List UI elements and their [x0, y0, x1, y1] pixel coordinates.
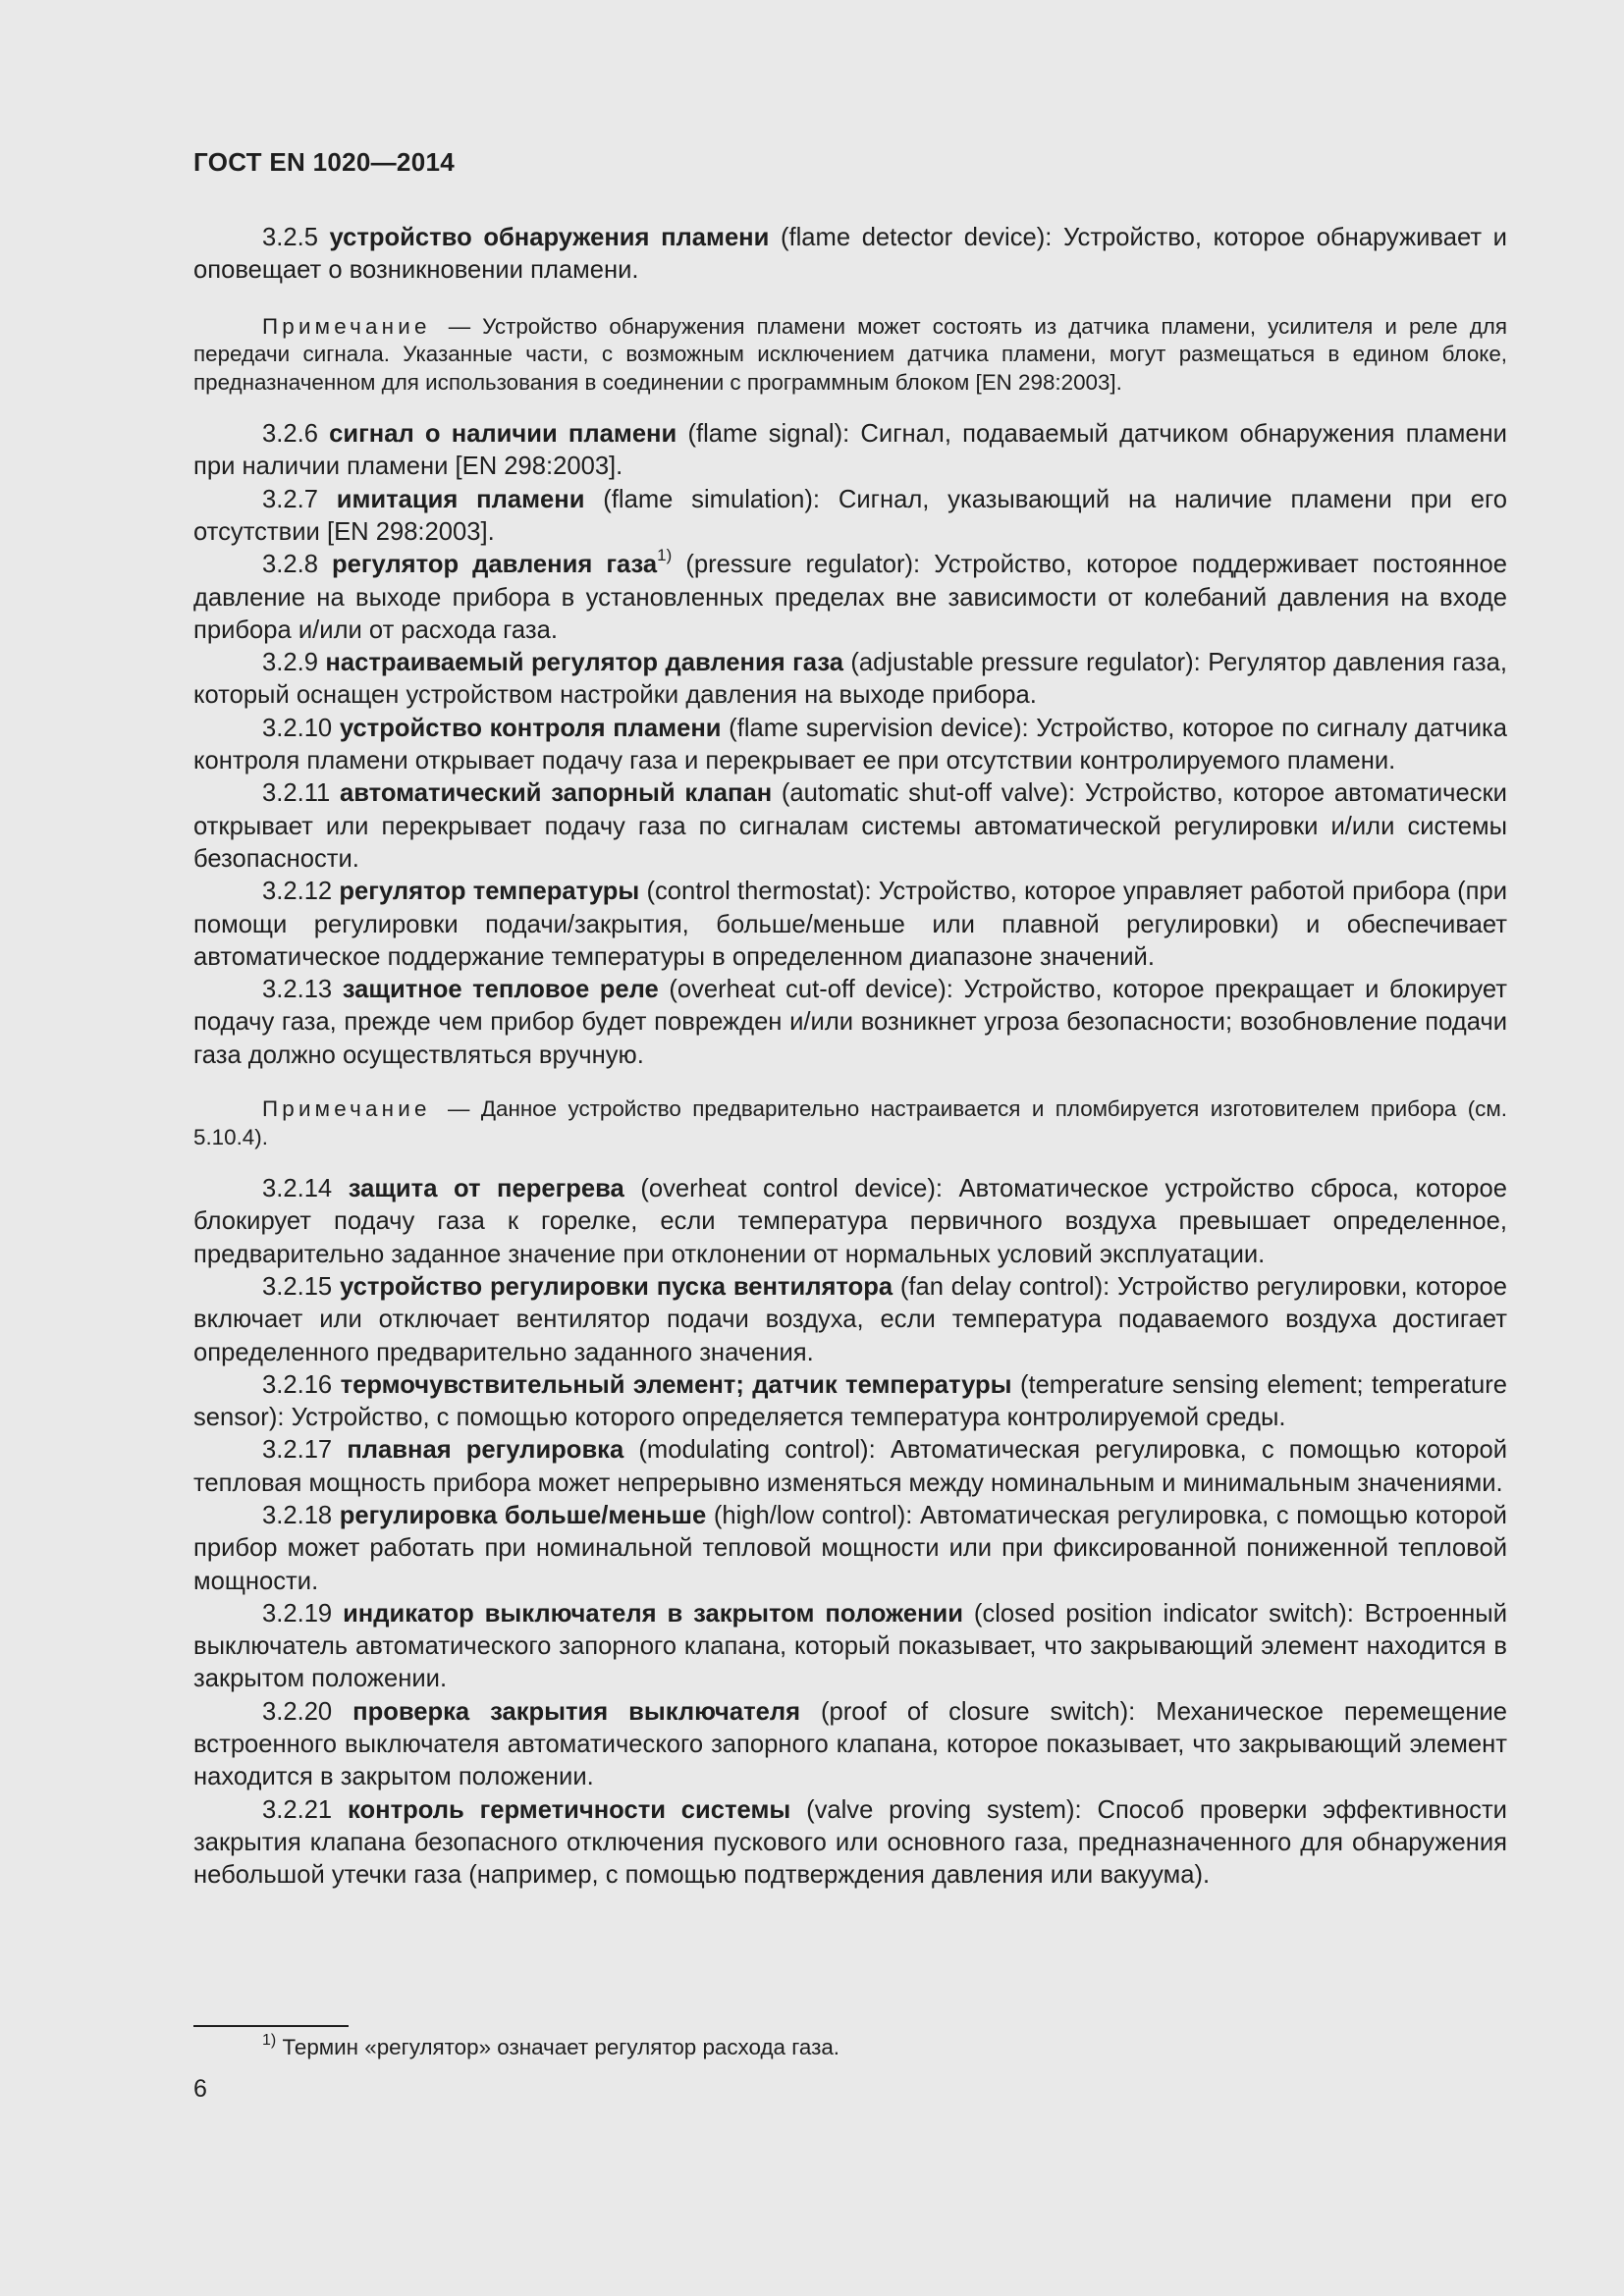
term-3-2-12: [193, 876, 1507, 974]
note-flame-detector: [193, 313, 1507, 398]
term-3-2-19: [193, 1598, 1507, 1696]
term-number: 3.2.6: [262, 420, 318, 449]
term-number: 3.2.13: [262, 976, 333, 1004]
note-text: — Устройство обнаружения пламени может состоять из датчика пламени, усилителя и реле для передачи сигнала. Указанные части, с возможным исключением датчика пламени, могут размещаться в едином блоке, предназначенном для использования в соединении с программным блоком [EN 298:2003].: [193, 313, 1507, 395]
term-name: проверка закрытия выключателя: [352, 1697, 801, 1726]
footnote: [262, 2030, 839, 2065]
term-number: 3.2.9: [262, 649, 318, 677]
term-definition: (overheat cut-off device): Устройство, которое прекращает и блокирует подачу газа, прежде чем прибор будет поврежден и/или возникнет угроза безопасности; возобновление подачи газа должно осуществляться вручную.: [193, 976, 1507, 1069]
term-definition: (proof of closure switch): Механическое перемещение встроенного выключателя автоматического запорного клапана, которое показывает, что закрывающий элемент находится в закрытом положении.: [193, 1697, 1507, 1791]
term-3-2-14: [193, 1173, 1507, 1271]
page-number: 6: [193, 2075, 207, 2103]
note-label: Примечание: [262, 1096, 431, 1122]
term-definition: (valve proving system): Способ проверки эффективности закрытия клапана безопасного отключения пускового или основного газа, предназначенного для обнаружения небольшой утечки газа (например, с помощью подтверждения давления или вакуума).: [193, 1795, 1507, 1890]
term-name: защитное тепловое реле: [342, 976, 659, 1004]
term-definition: (flame signal): Сигнал, подаваемый датчиком обнаружения пламени при наличии пламени [EN 298:2003].: [193, 420, 1507, 481]
term-definition: (flame supervision device): Устройство, которое по сигналу датчика контроля пламени открывает подачу газа и перекрывает ее при отсутствии контролируемого пламени.: [193, 714, 1507, 775]
term-definition: (fan delay control): Устройство регулировки, которое включает или отключает вентилятор подачи воздуха, если температура подаваемого воздуха достигает определенного предварительно заданного значения.: [193, 1272, 1507, 1366]
term-name: контроль герметичности системы: [348, 1795, 791, 1824]
term-3-2-20: [193, 1696, 1507, 1794]
document-body: [193, 222, 1507, 1893]
term-name: настраиваемый регулятор давления газа: [325, 649, 843, 677]
footnote-text: Термин «регулятор» означает регулятор расхода газа.: [276, 2035, 840, 2059]
term-definition: (high/low control): Автоматическая регулировка, с помощью которой прибор может работать при номинальной тепловой мощности или при фиксированной пониженной тепловой мощности.: [193, 1502, 1507, 1595]
term-number: 3.2.14: [262, 1175, 333, 1203]
term-definition: (control thermostat): Устройство, которое управляет работой прибора (при помощи регулировки подачи/закрытия, больше/меньше или плавной регулировки) и обеспечивает автоматическое поддержание температуры в определенном диапазоне значений.: [193, 878, 1507, 971]
term-number: 3.2.12: [262, 878, 333, 906]
page-header: ГОСТ EN 1020—2014: [193, 147, 455, 177]
term-3-2-9: [193, 647, 1507, 713]
term-definition: (automatic shut-off valve): Устройство, которое автоматически открывает или перекрывает подачу газа по сигналам системы автоматической регулировки и/или системы безопасности.: [193, 779, 1507, 873]
term-3-2-15: [193, 1271, 1507, 1369]
term-name: регулятор давления газа: [332, 551, 658, 579]
note-text: — Данное устройство предварительно настраивается и пломбируется изготовителем прибора (см. 5.10.4).: [193, 1096, 1507, 1149]
term-number: 3.2.21: [262, 1795, 333, 1824]
footnote-reference: 1): [657, 545, 673, 564]
term-name: устройство регулировки пуска вентилятора: [339, 1272, 893, 1301]
term-3-2-11: [193, 777, 1507, 876]
footnote-divider: [193, 2025, 349, 2027]
term-3-2-18: [193, 1500, 1507, 1598]
term-definition: (modulating control): Автоматическая регулировка, с помощью которой тепловая мощность прибора может непрерывно изменяться между номинальным и минимальным значениями.: [193, 1436, 1507, 1497]
term-name: устройство контроля пламени: [339, 714, 722, 742]
term-name: устройство обнаружения пламени: [329, 224, 770, 251]
term-3-2-13: [193, 974, 1507, 1072]
term-definition: (overheat control device): Автоматическое устройство сброса, которое блокирует подачу газа к горелке, если температура первичного воздуха превышает определенное, предварительно заданное значение при отклонении от нормальных условий эксплуатации.: [193, 1175, 1507, 1268]
term-definition: (flame detector device): Устройство, которое обнаруживает и оповещает о возникновении пламени.: [193, 224, 1507, 285]
term-number: 3.2.5: [262, 224, 318, 251]
term-name: плавная регулировка: [347, 1436, 624, 1465]
term-number: 3.2.16: [262, 1370, 333, 1399]
term-number: 3.2.7: [262, 485, 318, 513]
term-definition: (closed position indicator switch): Встроенный выключатель автоматического запорного клапана, который показывает, что закрывающий элемент находится в закрытом положении.: [193, 1599, 1507, 1693]
term-number: 3.2.19: [262, 1599, 333, 1628]
term-3-2-7: [193, 484, 1507, 550]
term-name: регулятор температуры: [339, 878, 640, 906]
term-name: термочувствительный элемент; датчик температуры: [340, 1370, 1012, 1399]
term-number: 3.2.17: [262, 1436, 333, 1465]
term-3-2-17: [193, 1434, 1507, 1500]
term-3-2-8: [193, 545, 1507, 647]
term-name: автоматический запорный клапан: [340, 779, 773, 808]
term-name: индикатор выключателя в закрытом положении: [343, 1599, 964, 1628]
footnote-mark: 1): [262, 2031, 277, 2049]
term-number: 3.2.20: [262, 1697, 333, 1726]
term-definition: (temperature sensing element; temperature sensor): Устройство, с помощью которого определяется температура контролируемой среды.: [193, 1370, 1507, 1432]
term-number: 3.2.18: [262, 1502, 333, 1529]
term-name: регулировка больше/меньше: [339, 1502, 707, 1529]
term-definition: (flame simulation): Сигнал, указывающий на наличие пламени при его отсутствии [EN 298:2003].: [193, 485, 1507, 546]
term-number: 3.2.11: [262, 779, 331, 808]
term-name: защита от перегрева: [348, 1175, 624, 1203]
term-3-2-21: [193, 1794, 1507, 1893]
term-number: 3.2.8: [262, 551, 318, 579]
term-3-2-16: [193, 1369, 1507, 1435]
term-number: 3.2.10: [262, 714, 333, 742]
note-overheat-cutoff: [193, 1095, 1507, 1151]
term-name: имитация пламени: [336, 485, 585, 513]
term-definition: (adjustable pressure regulator): Регулятор давления газа, который оснащен устройством настройки давления на выходе прибора.: [193, 649, 1507, 710]
term-3-2-6: [193, 418, 1507, 484]
term-3-2-5: [193, 222, 1507, 288]
term-3-2-10: [193, 713, 1507, 778]
term-name: сигнал о наличии пламени: [329, 420, 677, 449]
term-number: 3.2.15: [262, 1272, 333, 1301]
term-definition: (pressure regulator): Устройство, которое поддерживает постоянное давление на выходе прибора в установленных пределах вне зависимости от колебаний давления на входе прибора и/или от расхода газа.: [193, 551, 1507, 644]
note-label: Примечание: [262, 313, 431, 339]
